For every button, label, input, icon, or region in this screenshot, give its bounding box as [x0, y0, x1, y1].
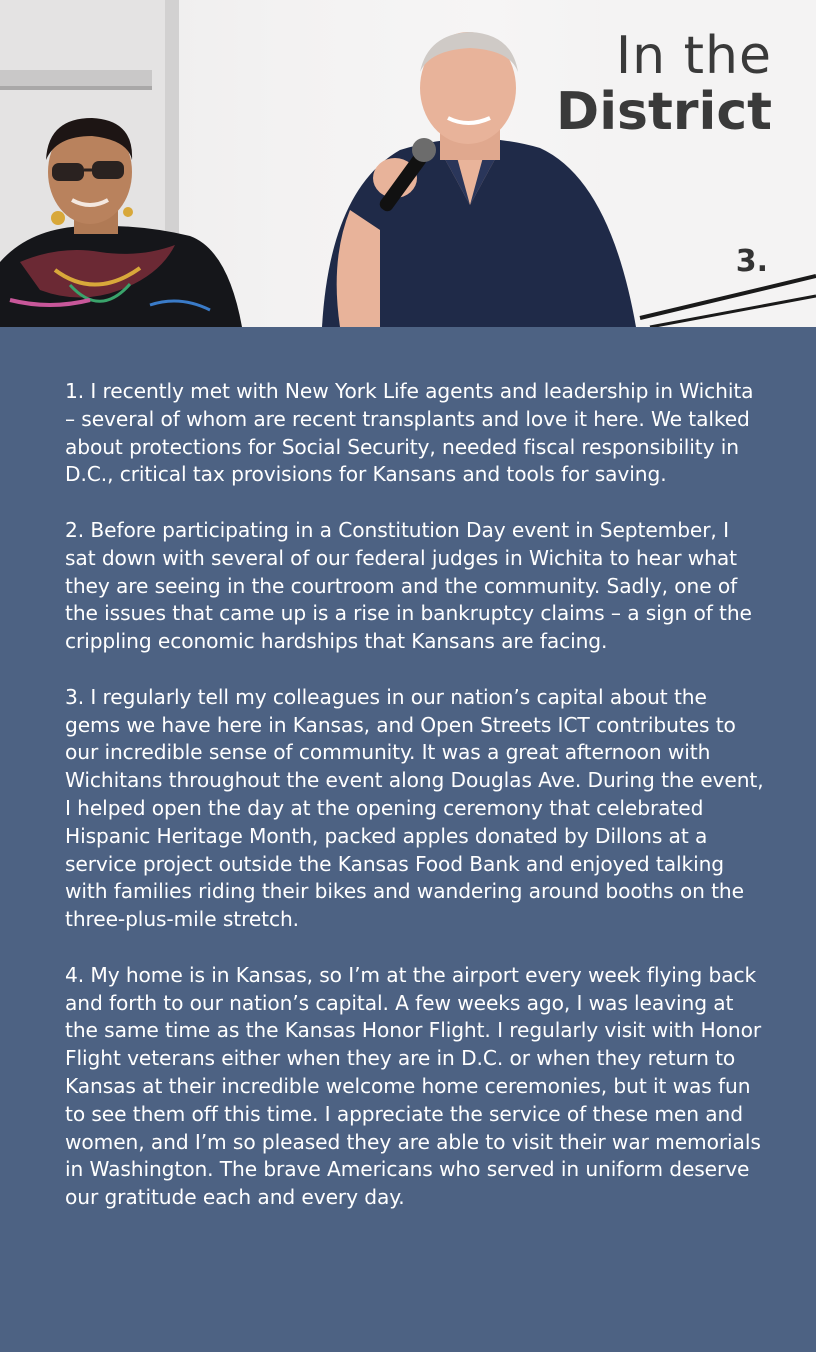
header-photo [0, 0, 816, 327]
item-paragraph-3: 3. I regularly tell my colleagues in our nation’s capital about the gems we have here in Kansas, and Open Streets ICT contributes to our incredible sense of community. It was a great afternoon with Wichitans throughout the event along Douglas Ave. During the event, I helped open the day at the opening ceremony that celebrated Hispanic Heritage Month, packed apples donated by Dillons at a service project outside the Kansas Food Bank and enjoyed talking with families riding their bikes and wandering around booths on the three-plus-mile stretch. [65, 684, 764, 932]
sunglasses-left [52, 163, 84, 181]
item-paragraph-4: 4. My home is in Kansas, so I’m at the airport every week flying back and forth to our nation’s capital. A few weeks ago, I was leaving at the same time as the Kansas Honor Flight. I regularly visit with Honor Flight veterans either when they are in D.C. or when they return to Kansas at their incredible welcome home ceremonies, but it was fun to see them off this time. I appreciate the service of these men and women, and I’m so pleased they are able to visit their war memorials in Washington. The brave Americans who served in uniform deserve our gratitude each and every day. [65, 962, 762, 1210]
article-body [65, 378, 765, 1240]
sunglasses-right [92, 161, 124, 179]
title-line-1: In the [615, 26, 772, 86]
item-paragraph-2: 2. Before participating in a Constitution Day event in September, I sat down with several of our federal judges in Wichita to hear what they are seeing in the courtroom and the community. Sadly, one of the issues that came up is a rise in bankruptcy claims – a sign of the crippling economic hardships that Kansans are facing. [65, 517, 752, 654]
title-line-2: District [556, 82, 772, 142]
photo-marker: 3. [735, 244, 768, 279]
section-title [556, 26, 772, 142]
item-paragraph-1: 1. I recently met with New York Life agents and leadership in Wichita – several of whom are recent transplants and love it here. We talked about protections for Social Security, needed fiscal responsibility in D.C., critical tax provisions for Kansans and tools for saving. [65, 379, 754, 487]
